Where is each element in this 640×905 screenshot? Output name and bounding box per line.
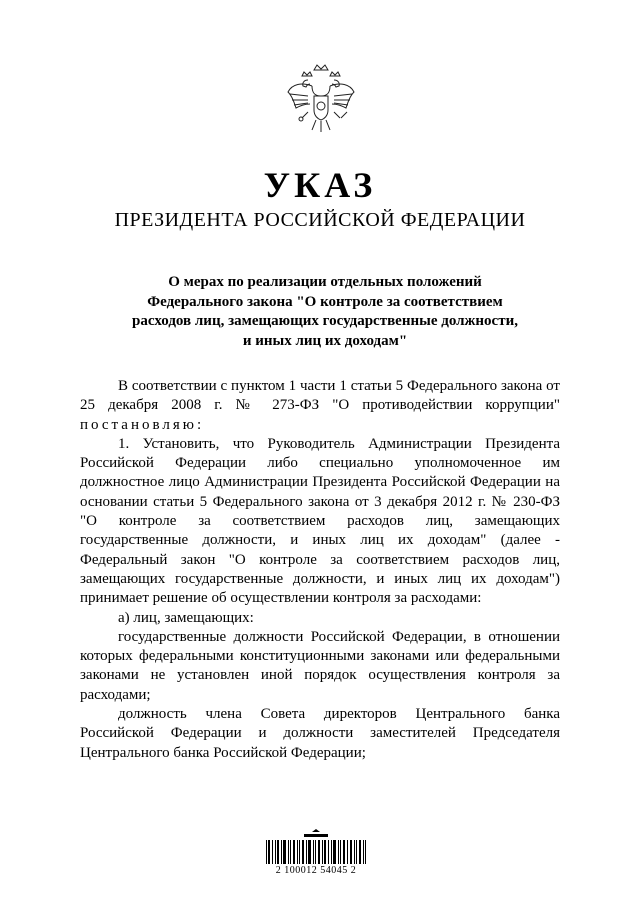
paragraph-state-positions: государственные должности Российской Федерации, в отношении которых федеральными конституционными законами или федеральными законами не установлен иной порядок осуществления контроля за расходами;	[80, 628, 560, 703]
heading-line: и иных лиц их доходам"	[242, 332, 408, 349]
decree-body	[80, 377, 560, 763]
heading-line: О мерах по реализации отдельных положений	[168, 274, 482, 290]
barcode-number: 2 100012 54045 2	[275, 865, 357, 876]
paragraph-preamble	[80, 377, 560, 435]
coat-of-arms-icon	[284, 62, 358, 142]
resolve-word: постановляю	[80, 416, 197, 433]
heading-line: расходов лиц, замещающих государственные должности,	[132, 313, 518, 329]
paragraph-item-1: 1. Установить, что Руководитель Администрации Президента Российской Федерации либо специально уполномоченное им должностное лицо Администрации Президента Российской Федерации на основании статьи 5 Федерального закона от 3 декабря 2012 г. № 230-ФЗ "О контроле за соответствием расходов лиц, замещающих государственные должности, и иных лиц их доходам" (далее - Федеральный закон "О контроле за соответствием расходов лиц, замещающих государственные должности, и иных лиц их доходам") принимает решение об осуществлении контроля за расходами:	[80, 435, 560, 607]
preamble-colon: :	[196, 416, 202, 433]
paragraph-central-bank: должность члена Совета директоров Центрального банка Российской Федерации и должности заместителей Председателя Центрального банка Российской Федерации;	[80, 706, 560, 761]
preamble-text: В соответствии с пунктом 1 части 1 статьи 5 Федерального закона от 25 декабря 2008 г. № 273-ФЗ "О противодействии коррупции"	[80, 378, 560, 414]
paragraph-subitem-a: а) лиц, замещающих:	[118, 609, 254, 626]
document-title: УКАЗ	[263, 165, 377, 205]
document-subtitle: ПРЕЗИДЕНТА РОССИЙСКОЙ ФЕДЕРАЦИИ	[114, 209, 526, 231]
decree-heading	[90, 273, 560, 351]
heading-line: Федерального закона "О контроле за соответствием	[147, 293, 503, 310]
